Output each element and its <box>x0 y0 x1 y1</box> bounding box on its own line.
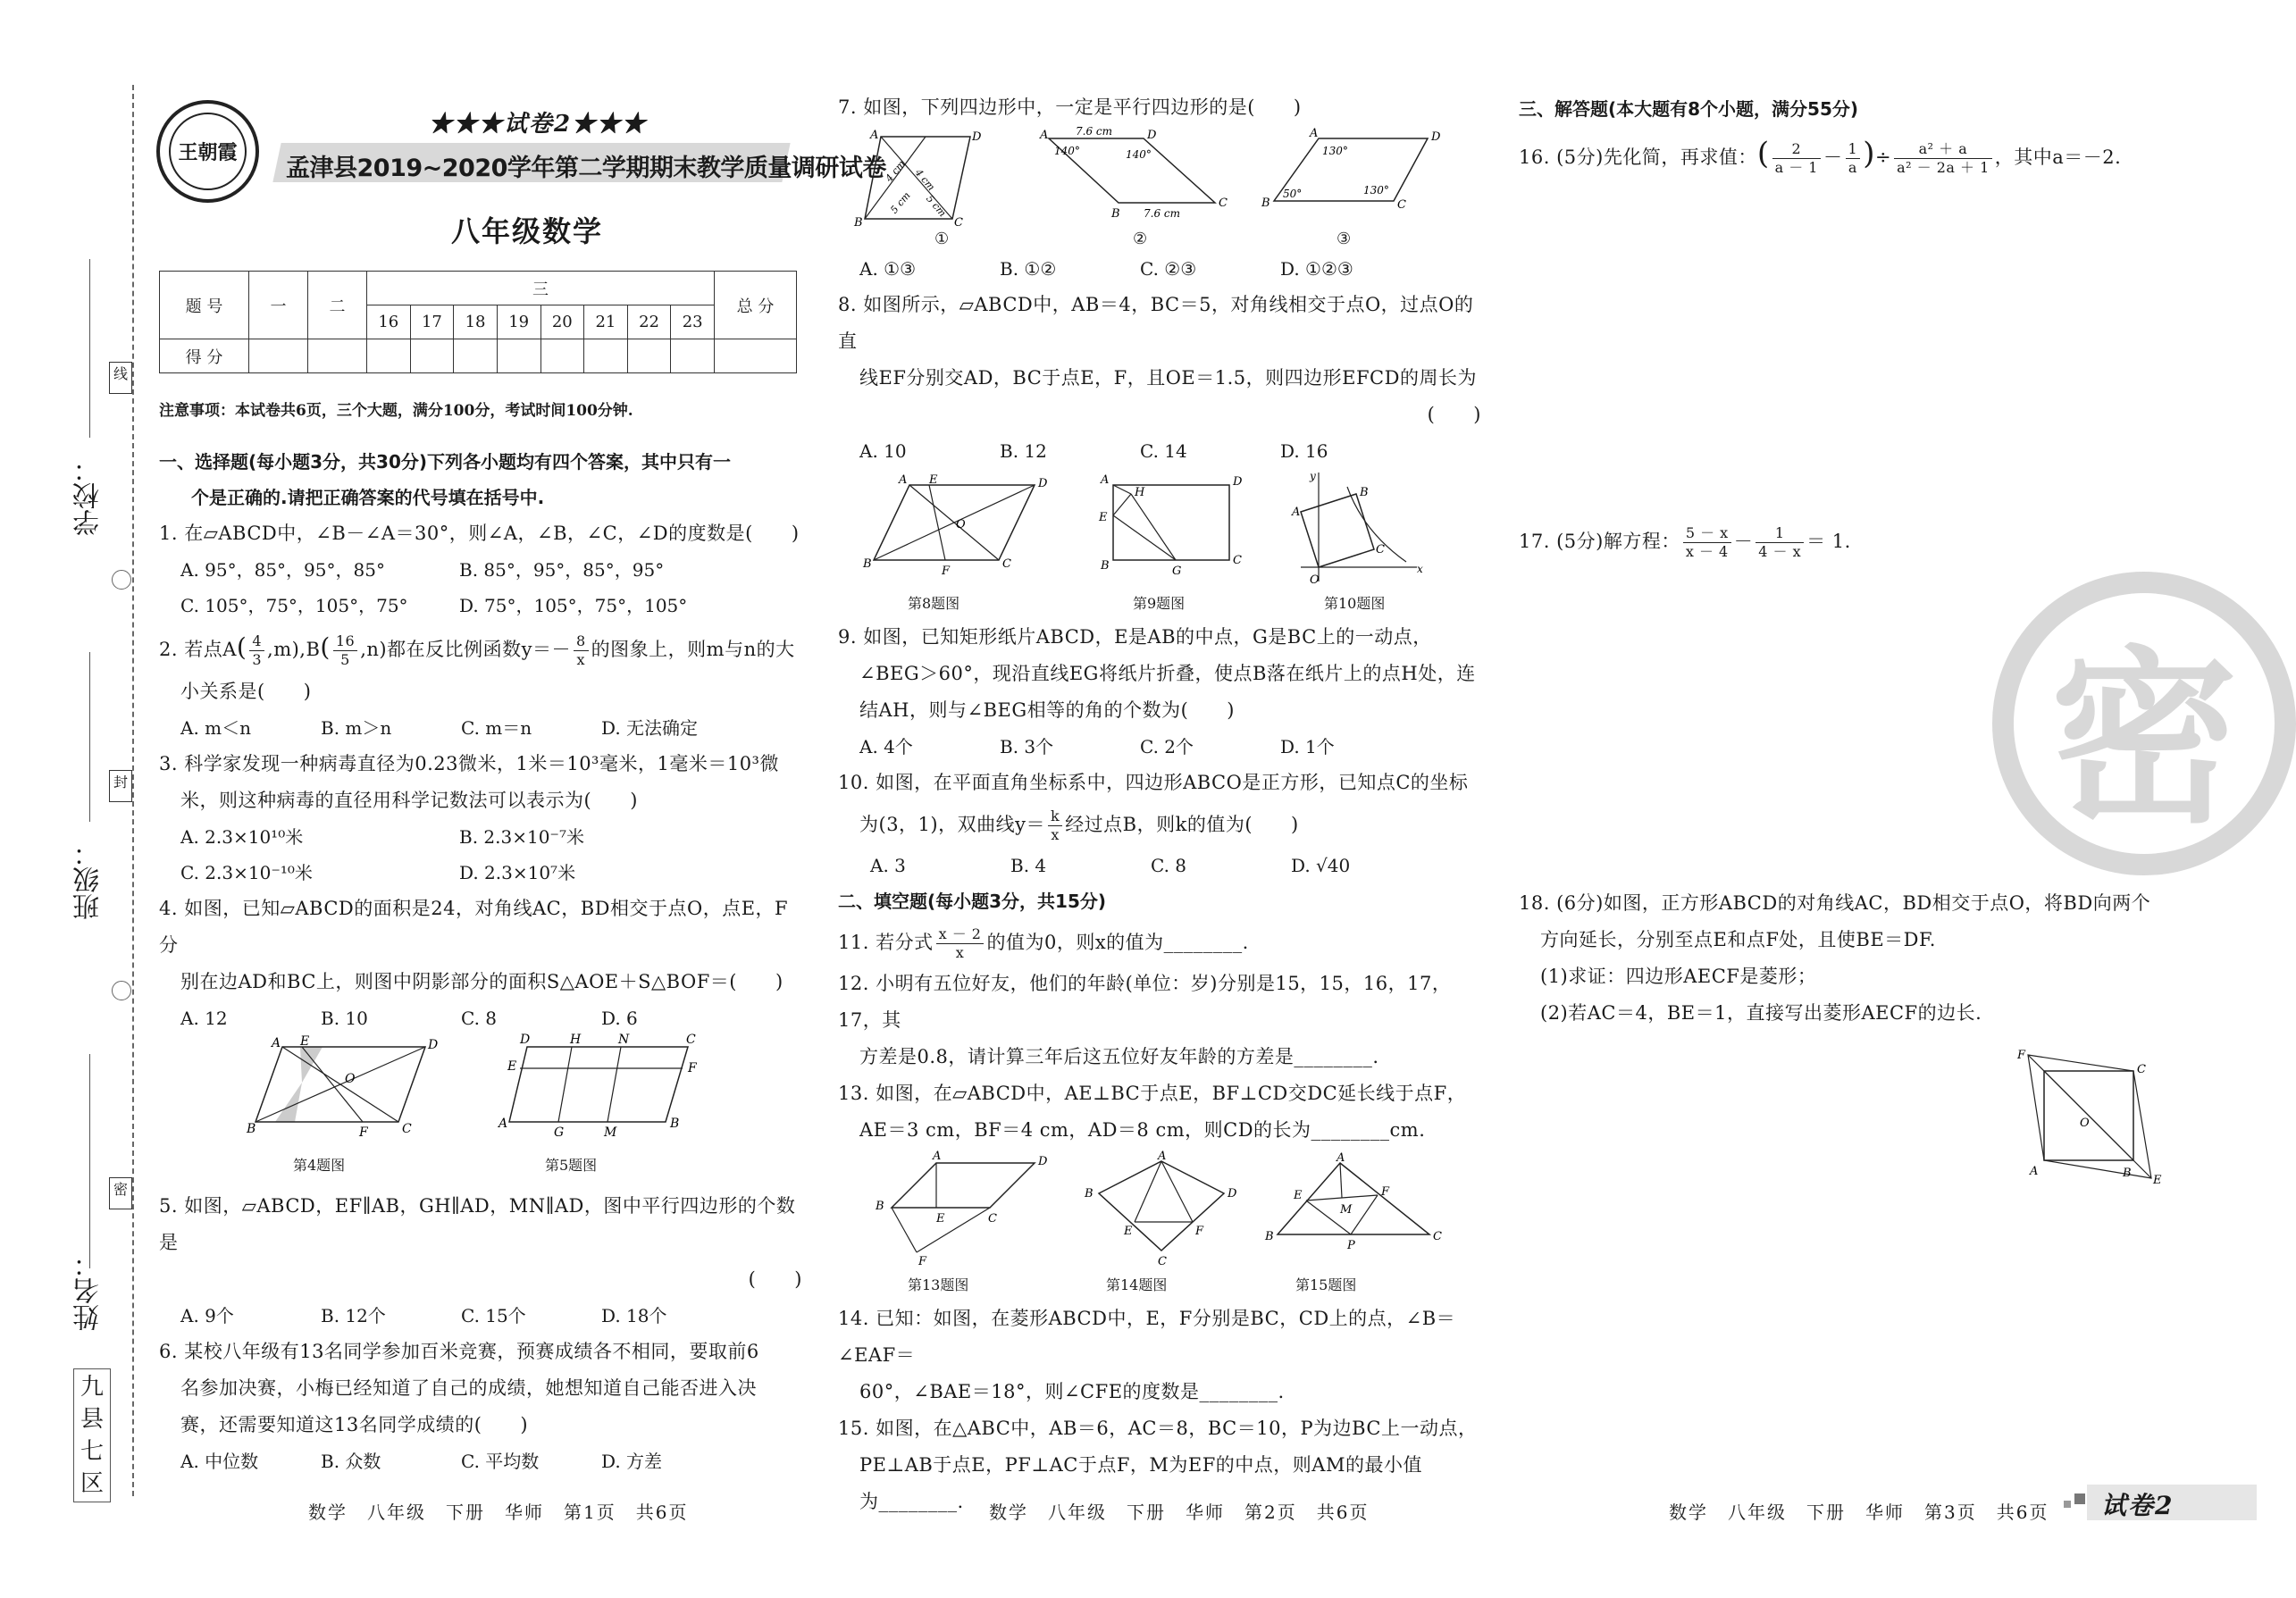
q16-text: ，其中a＝－2. <box>1994 146 2122 168</box>
svg-text:H: H <box>570 1033 582 1047</box>
score-cell[interactable] <box>627 339 671 373</box>
svg-text:C: C <box>1397 198 1406 212</box>
frac-num: 5 － x <box>1683 524 1731 543</box>
svg-text:N: N <box>618 1033 630 1047</box>
fig-label-cm76: 7.6 cm <box>1076 125 1112 138</box>
q1-option-b[interactable]: B. 85°，95°，85°，95° <box>459 559 665 581</box>
q10-stem-line1: 10. 如图，在平面直角坐标系中，四边形ABCO是正方形，已知点C的坐标 <box>838 772 1469 793</box>
county-char: 九 <box>80 1374 104 1401</box>
figure-q10 <box>1292 469 1426 594</box>
caption-q13: 第13题图 <box>908 1276 969 1293</box>
svg-text:E: E <box>1294 1189 1303 1202</box>
q18-stem-line4: (2)若AC＝4，BE＝1，直接写出菱形AECF的边长. <box>1540 1002 1982 1024</box>
score-col: 23 <box>671 305 715 339</box>
score-table-er: 二 <box>308 272 367 339</box>
svg-text:C: C <box>954 216 963 230</box>
svg-text:F: F <box>942 565 951 578</box>
svg-text:A: A <box>870 129 879 142</box>
svg-text:y: y <box>1310 470 1316 482</box>
q7-option-b[interactable]: B. ①② <box>1000 258 1057 280</box>
score-col: 21 <box>584 305 628 339</box>
figure-q5 <box>499 1033 706 1143</box>
svg-text:F: F <box>1381 1185 1390 1199</box>
score-table-zongfen: 总 分 <box>715 272 797 339</box>
score-table-defen: 得 分 <box>160 339 249 373</box>
q10-option-a[interactable]: A. 3 <box>870 855 906 876</box>
footer-page1: 数学 八年级 下册 华师 第1页 共6页 <box>308 1502 689 1523</box>
q8-q10-figures <box>838 469 1481 619</box>
q2-option-b[interactable]: B. m＞n <box>321 717 392 739</box>
q9-option-a[interactable]: A. 4个 <box>859 736 913 757</box>
score-cell[interactable] <box>367 339 411 373</box>
caption-q14: 第14题图 <box>1106 1276 1168 1293</box>
score-table-yi: 一 <box>249 272 308 339</box>
q9-stem-line3: 结AH，则与∠BEG相等的角的个数为( ) <box>859 699 1235 721</box>
county-char: 县 <box>80 1406 104 1433</box>
svg-text:x: x <box>1417 563 1423 575</box>
svg-text:D: D <box>1233 475 1243 489</box>
fig-label-deg130: 130° <box>1322 145 1348 157</box>
svg-text:B: B <box>2123 1167 2132 1180</box>
q12-stem-line2: 方差是0.8，请计算三年后这五位好友年龄的方差是________. <box>859 1046 1379 1067</box>
caption-q15: 第15题图 <box>1295 1276 1357 1293</box>
q8-stem-line2: 线EF分别交AD，BC于点E，F，且OE＝1.5，则四边形EFCD的周长为 <box>859 367 1477 389</box>
q8-option-c[interactable]: C. 14 <box>1140 440 1187 462</box>
fig-label-deg140: 140° <box>1054 145 1080 157</box>
frac-den: a － 1 <box>1774 159 1818 176</box>
seal-mark-mi: 密 <box>109 1177 132 1209</box>
figure-q13 <box>865 1150 1048 1270</box>
svg-text:A: A <box>1158 1150 1167 1163</box>
q3-option-c[interactable]: C. 2.3×10⁻¹⁰米 <box>180 862 313 883</box>
svg-text:A: A <box>899 473 908 487</box>
svg-text:D: D <box>1431 130 1441 144</box>
fig-label-cm5: 5 cm <box>924 193 949 220</box>
seal-mark-xian: 线 <box>109 362 132 394</box>
q6-option-d[interactable]: D. 方差 <box>601 1451 663 1472</box>
score-cell[interactable] <box>410 339 454 373</box>
svg-text:E: E <box>929 473 938 487</box>
svg-text:F: F <box>688 1061 697 1075</box>
svg-text:M: M <box>604 1125 617 1140</box>
score-cell[interactable] <box>671 339 715 373</box>
class-label: 班级： <box>73 840 105 920</box>
q2-option-a[interactable]: A. m＜n <box>180 717 252 739</box>
svg-text:B: B <box>247 1122 256 1136</box>
q2-text: 2. 若点A <box>159 639 237 660</box>
q6-option-a[interactable]: A. 中位数 <box>180 1451 259 1472</box>
q1-option-c[interactable]: C. 105°，75°，105°，75° <box>180 595 408 616</box>
q15-stem-line3: 为________. <box>859 1491 964 1512</box>
q6-option-b[interactable]: B. 众数 <box>321 1451 381 1472</box>
q18-stem-line3: (1)求证：四边形AECF是菱形； <box>1540 966 1817 987</box>
q10-option-b[interactable]: B. 4 <box>1010 855 1047 876</box>
svg-text:B: B <box>1111 207 1120 221</box>
caption-q4: 第4题图 <box>293 1157 346 1174</box>
svg-text:A: A <box>1310 127 1319 140</box>
caption-q9: 第9题图 <box>1133 595 1186 612</box>
q1-option-a[interactable]: A. 95°，85°，95°，85° <box>180 559 385 581</box>
q17-stem: 17. (5分)解方程： $\frac{5 - x}{x - 4}$ － $\frac{1}{4 - x}$ ＝ 1. <box>1519 524 1851 560</box>
frac-den: 4 － x <box>1758 543 1802 560</box>
q5-option-b[interactable]: B. 12个 <box>321 1305 386 1326</box>
q2-option-d[interactable]: D. 无法确定 <box>601 717 699 739</box>
svg-text:C: C <box>1219 197 1228 210</box>
section2-title: 二、填空题(每小题3分，共15分) <box>838 891 1107 912</box>
svg-text:B: B <box>1085 1187 1094 1201</box>
frac-num: 8 <box>574 632 589 651</box>
q8-option-d[interactable]: D. 16 <box>1280 440 1328 462</box>
score-col: 20 <box>540 305 584 339</box>
county-char: 区 <box>80 1470 104 1497</box>
svg-text:C: C <box>988 1212 997 1226</box>
section1-title-line2: 个是正确的.请把正确答案的代号填在括号中. <box>191 487 545 508</box>
q11-text: 11. 若分式 <box>838 932 934 953</box>
figure-q7-2 <box>1036 125 1228 228</box>
score-cell[interactable] <box>249 339 308 373</box>
frac-den: x <box>955 944 965 961</box>
q11-stem <box>838 919 1481 966</box>
fig-q7-2-label: ② <box>1133 230 1148 248</box>
caption-q8: 第8题图 <box>908 595 960 612</box>
q7-figures <box>838 126 1481 251</box>
svg-text:D: D <box>1038 1155 1048 1168</box>
q11-text: 的值为0，则x的值为________. <box>986 932 1249 953</box>
figure-q9 <box>1095 473 1243 581</box>
q8-stem-line3: ( ) <box>1427 404 1481 425</box>
q2-text: ,n)都在反比例函数y＝－ <box>360 639 571 660</box>
q16-text: 16. (5分)先化简，再求值： <box>1519 146 1757 168</box>
frac-den: x － 4 <box>1685 543 1729 560</box>
q10-option-d[interactable]: D. √40 <box>1291 855 1351 876</box>
svg-text:A: A <box>499 1117 508 1131</box>
q17-text: ＝ 1. <box>1806 531 1851 552</box>
svg-text:A: A <box>1337 1151 1345 1165</box>
fig-label-deg140: 140° <box>1126 148 1152 161</box>
score-cell[interactable] <box>540 339 584 373</box>
score-col: 18 <box>454 305 498 339</box>
brand-logo-text: 王朝霞 <box>169 113 247 190</box>
binding-hole-icon <box>112 981 131 1000</box>
q16-text: ÷ <box>1874 146 1892 168</box>
frac-num: 1 <box>1846 140 1861 159</box>
q2-stem: 2. 若点A( $\frac{4}{3}$ ,m),B( $\frac{16}{5}$ ,n)都在反比例函数y＝－ $\frac{8}{x}$ 的图象上，则m与n的大 <box>159 632 795 668</box>
svg-text:C: C <box>1002 557 1011 571</box>
svg-text:H: H <box>1135 486 1145 499</box>
frac-num: x － 2 <box>936 925 985 944</box>
q16-stem: 16. (5分)先化简，再求值：( $\frac{2}{a - 1}$ － $\frac{1}{a}$ )÷ $\frac{\text{a² ＋ a}}{\text{a² － 2a ＋ 1}}$ ，其中a＝－2. <box>1519 136 2122 176</box>
svg-text:B: B <box>1265 1230 1274 1243</box>
svg-text:C: C <box>1433 1230 1442 1243</box>
svg-text:A: A <box>1101 473 1110 487</box>
svg-text:B: B <box>1261 197 1270 210</box>
county-box <box>73 1368 111 1502</box>
q9-stem-line2: ∠BEG＞60°，现沿直线EG将纸片折叠，使点B落在纸片上的点H处，连 <box>859 663 1476 684</box>
svg-text:B: B <box>876 1200 884 1213</box>
score-col: 22 <box>627 305 671 339</box>
notice: 注意事项：本试卷共6页，三个大题，满分100分，考试时间100分钟. <box>159 402 633 420</box>
q4-stem-line1: 4. 如图，已知▱ABCD的面积是24，对角线AC，BD相交于点O，点E，F分 <box>159 898 789 956</box>
q16-answer-area[interactable] <box>1519 184 2180 515</box>
watermark-char: 密 <box>1992 572 2296 875</box>
q6-stem-line3: 赛，还需要知道这13名同学成绩的( ) <box>180 1414 529 1435</box>
svg-text:O: O <box>345 1072 356 1086</box>
confidential-watermark-icon <box>1992 572 2260 893</box>
q10-text: 经过点B，则k的值为( ) <box>1065 814 1299 835</box>
q4-option-b[interactable]: B. 10 <box>321 1008 368 1029</box>
fig-label-deg130: 130° <box>1363 184 1389 197</box>
svg-text:D: D <box>972 130 982 144</box>
q2-text: 的图象上，则m与n的大 <box>591 639 795 660</box>
fig-q7-3-label: ③ <box>1337 230 1352 248</box>
svg-text:F: F <box>1195 1225 1204 1238</box>
svg-text:O: O <box>956 518 966 531</box>
q5-option-a[interactable]: A. 9个 <box>180 1305 234 1326</box>
svg-text:D: D <box>520 1033 531 1047</box>
score-cell[interactable] <box>497 339 540 373</box>
figure-q14 <box>1072 1152 1242 1268</box>
q6-stem-line2: 名参加决赛，小梅已经知道了自己的成绩，她想知道自己能否进入决 <box>180 1377 757 1399</box>
q18-stem-line1: 18. (6分)如图，正方形ABCD的对角线AC，BD相交于点O，将BD向两个 <box>1519 892 2151 914</box>
svg-text:A: A <box>1292 506 1301 519</box>
q14-stem-line2: 60°，∠BAE＝18°，则∠CFE的度数是________. <box>859 1381 1285 1402</box>
fig-label-cm5: 5 cm <box>888 189 913 216</box>
figure-q18 <box>2017 1051 2169 1185</box>
frac-num: a² ＋ a <box>1894 140 1992 159</box>
q10-text: 为(3，1)，双曲线y＝ <box>859 814 1045 835</box>
score-table <box>159 271 797 373</box>
score-col: 17 <box>410 305 454 339</box>
svg-text:B: B <box>1101 559 1110 573</box>
q7-stem: 7. 如图，下列四边形中，一定是平行四边形的是( ) <box>838 96 1302 118</box>
binding-hole-icon <box>112 570 131 590</box>
q12-stem-line1: 12. 小明有五位好友，他们的年龄(单位：岁)分别是15，15，16，17，17，其 <box>838 973 1452 1031</box>
footer-deco-square <box>2064 1501 2071 1508</box>
q4-option-c[interactable]: C. 8 <box>461 1008 498 1029</box>
q14-stem-line1: 14. 已知：如图，在菱形ABCD中，E，F分别是BC，CD上的点，∠B＝∠EAF＝ <box>838 1308 1456 1366</box>
svg-text:E: E <box>507 1059 517 1074</box>
svg-text:B: B <box>1360 486 1369 499</box>
name-label: 姓名： <box>73 1251 105 1331</box>
q7-option-c[interactable]: C. ②③ <box>1140 258 1197 280</box>
score-col: 19 <box>497 305 540 339</box>
q4-option-a[interactable]: A. 12 <box>180 1008 228 1029</box>
q1-stem: 1. 在▱ABCD中，∠B－∠A＝30°，则∠A，∠B，∠C，∠D的度数是( ) <box>159 523 800 544</box>
svg-text:A: A <box>933 1150 942 1163</box>
q1-option-d[interactable]: D. 75°，105°，75°，105° <box>459 595 688 616</box>
svg-text:E: E <box>300 1034 310 1049</box>
svg-text:E: E <box>1099 511 1108 524</box>
frac-num: 2 <box>1772 140 1821 159</box>
binding-dashed-line <box>132 85 134 1496</box>
svg-text:A: A <box>272 1036 281 1050</box>
figure-q7-1 <box>854 129 982 230</box>
svg-text:M: M <box>1340 1203 1353 1217</box>
q13-stem-line2: AE＝3 cm，BF＝4 cm，AD＝8 cm，则CD的长为________cm. <box>859 1119 1426 1141</box>
score-col: 16 <box>367 305 411 339</box>
footer-deco-square <box>2074 1493 2085 1504</box>
svg-text:D: D <box>1038 477 1048 490</box>
fig-q7-1-label: ① <box>934 230 950 248</box>
score-cell[interactable] <box>454 339 498 373</box>
q10-option-c[interactable]: C. 8 <box>1151 855 1187 876</box>
q8-option-b[interactable]: B. 12 <box>1000 440 1047 462</box>
svg-text:O: O <box>1310 573 1320 587</box>
q15-stem-line2: PE⊥AB于点E，PF⊥AC于点F，M为EF的中点，则AM的最小值 <box>859 1454 1422 1476</box>
class-underline <box>89 652 90 822</box>
figure-q8 <box>863 473 1048 581</box>
svg-text:F: F <box>2017 1049 2026 1062</box>
q2-text: ,m),B <box>267 639 321 660</box>
school-label: 学校： <box>73 456 105 536</box>
score-cell[interactable] <box>715 339 797 373</box>
score-table-tihao: 题 号 <box>160 272 249 339</box>
svg-text:A: A <box>2030 1165 2039 1178</box>
q4-option-d[interactable]: D. 6 <box>601 1008 638 1029</box>
q17-text: 17. (5分)解方程： <box>1519 531 1680 552</box>
q10-stem-line2 <box>838 801 1481 848</box>
svg-text:B: B <box>854 216 863 230</box>
subject-title: 八年级数学 <box>451 214 604 248</box>
q2-option-c[interactable]: C. m＝n <box>461 717 532 739</box>
q9-option-b[interactable]: B. 3个 <box>1000 736 1054 757</box>
frac-den: a <box>1848 159 1857 176</box>
svg-text:D: D <box>1147 129 1157 142</box>
footer-page3: 数学 八年级 下册 华师 第3页 共6页 <box>1669 1502 2049 1523</box>
svg-text:C: C <box>1233 554 1242 567</box>
name-underline <box>89 1054 90 1268</box>
svg-text:D: D <box>1228 1187 1237 1201</box>
q9-option-d[interactable]: D. 1个 <box>1280 736 1335 757</box>
svg-text:G: G <box>554 1125 565 1140</box>
q15-stem-line1: 15. 如图，在△ABC中，AB＝6，AC＝8，BC＝10，P为边BC上一动点， <box>838 1418 1478 1439</box>
frac-num: 4 <box>249 632 264 651</box>
q18-stem-line2: 方向延长，分别至点E和点F处，且使BE＝DF. <box>1540 929 1936 950</box>
q9-option-c[interactable]: C. 2个 <box>1140 736 1194 757</box>
footer-page2: 数学 八年级 下册 华师 第2页 共6页 <box>989 1502 1370 1523</box>
frac-num: 1 <box>1756 524 1804 543</box>
q5-stem-line2: ( ) <box>748 1268 802 1290</box>
q8-stem-line1: 8. 如图所示，▱ABCD中，AB＝4，BC＝5，对角线相交于点O，过点O的直 <box>838 294 1474 352</box>
q3-option-d[interactable]: D. 2.3×10⁷米 <box>459 862 576 883</box>
frac-den: 5 <box>340 651 350 668</box>
svg-text:E: E <box>2153 1174 2162 1187</box>
svg-text:C: C <box>1158 1255 1167 1268</box>
svg-text:C: C <box>2137 1063 2146 1076</box>
svg-text:E: E <box>936 1212 945 1226</box>
svg-text:P: P <box>1347 1239 1355 1252</box>
section3-title: 三、解答题(本大题有8个小题，满分55分) <box>1519 98 1859 120</box>
frac-den: x <box>576 651 586 668</box>
score-cell[interactable] <box>308 339 367 373</box>
q9-stem-line1: 9. 如图，已知矩形纸片ABCD，E是AB的中点，G是BC上的一动点， <box>838 626 1432 648</box>
q5-option-c[interactable]: C. 15个 <box>461 1305 526 1326</box>
svg-text:F: F <box>918 1255 927 1268</box>
q4-stem-line2: 别在边AD和BC上，则图中阴影部分的面积S△AOE＋S△BOF＝( ) <box>180 971 783 992</box>
q4-q5-figures <box>159 1033 802 1188</box>
fig-label-deg50: 50° <box>1283 188 1303 200</box>
q3-stem-line2: 米，则这种病毒的直径用科学记数法可以表示为( ) <box>180 790 638 811</box>
frac-num: k <box>1048 807 1062 826</box>
paper-number: ★★★试卷2★★★ <box>429 111 648 138</box>
county-char: 七 <box>80 1438 104 1465</box>
q7-option-d[interactable]: D. ①②③ <box>1280 258 1353 280</box>
fig-label-cm4: 4 cm <box>912 166 937 193</box>
q8-option-a[interactable]: A. 10 <box>859 440 907 462</box>
figure-q4 <box>247 1034 439 1143</box>
q3-option-a[interactable]: A. 2.3×10¹⁰米 <box>180 826 304 848</box>
footer-paper-tag: 试卷2 <box>2101 1491 2174 1520</box>
seal-mark-feng: 封 <box>109 770 132 802</box>
section1-title-line1: 一、选择题(每小题3分，共30分)下列各小题均有四个答案，其中只有一 <box>159 451 732 473</box>
q13-q15-figures <box>838 1149 1481 1301</box>
caption-q5: 第5题图 <box>545 1157 598 1174</box>
svg-text:C: C <box>686 1033 696 1047</box>
svg-text:C: C <box>402 1122 412 1136</box>
figure-q15 <box>1265 1151 1447 1270</box>
score-cell[interactable] <box>584 339 628 373</box>
frac-den: a² － 2a ＋ 1 <box>1897 159 1990 176</box>
svg-text:B: B <box>670 1117 680 1131</box>
fig-label-cm4: 4 cm <box>883 158 909 185</box>
frac-num: 16 <box>333 632 357 651</box>
score-table-san: 三 <box>367 272 715 305</box>
q7-option-a[interactable]: A. ①③ <box>859 258 917 280</box>
q2-stem-line2: 小关系是( ) <box>180 681 312 702</box>
q13-stem-line1: 13. 如图，在▱ABCD中，AE⊥BC于点E，BF⊥CD交DC延长线于点F， <box>838 1083 1467 1104</box>
svg-text:D: D <box>428 1038 439 1052</box>
school-underline <box>89 259 90 438</box>
svg-text:C: C <box>1376 543 1385 556</box>
exam-title: 孟津县2019~2020学年第二学期期末教学质量调研试卷 <box>286 155 886 182</box>
svg-text:A: A <box>1040 129 1049 142</box>
svg-text:F: F <box>359 1125 368 1140</box>
q6-option-c[interactable]: C. 平均数 <box>461 1451 540 1472</box>
caption-q10: 第10题图 <box>1324 595 1386 612</box>
svg-text:O: O <box>2080 1117 2090 1130</box>
q5-stem-line1: 5. 如图，▱ABCD，EF∥AB，GH∥AD，MN∥AD，图中平行四边形的个数是 <box>159 1195 796 1253</box>
q6-stem-line1: 6. 某校八年级有13名同学参加百米竞赛，预赛成绩各不相同，要取前6 <box>159 1341 759 1362</box>
frac-den: 3 <box>252 651 263 668</box>
figure-q7-3 <box>1258 127 1454 228</box>
q3-option-b[interactable]: B. 2.3×10⁻⁷米 <box>459 826 584 848</box>
fig-label-cm76: 7.6 cm <box>1144 207 1180 220</box>
svg-text:B: B <box>863 557 872 571</box>
q5-option-d[interactable]: D. 18个 <box>601 1305 667 1326</box>
svg-text:G: G <box>1172 565 1182 578</box>
brand-logo-icon <box>156 100 259 203</box>
q3-stem-line1: 3. 科学家发现一种病毒直径为0.23微米，1米＝10³毫米，1毫米＝10³微 <box>159 753 779 774</box>
frac-den: x <box>1051 826 1060 843</box>
svg-text:E: E <box>1124 1225 1133 1238</box>
